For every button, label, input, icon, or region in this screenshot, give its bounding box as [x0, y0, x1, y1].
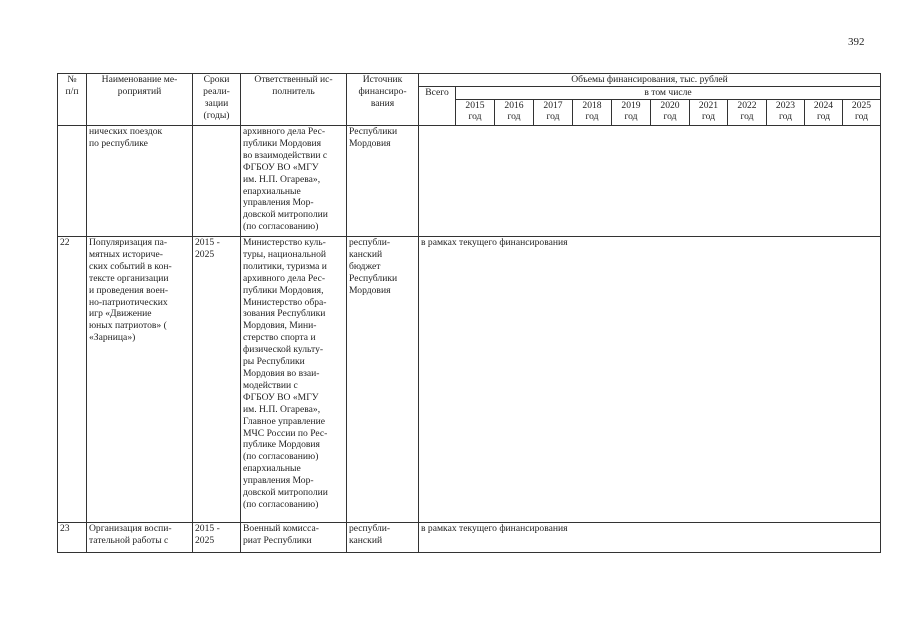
row-financing: в рамках текущего финансирования — [419, 523, 881, 553]
year-unit: год — [663, 111, 677, 122]
row-source: Республики Мордовия — [347, 126, 419, 237]
year-unit: год — [816, 111, 831, 122]
year-value: 2023 — [775, 100, 796, 111]
row-source: республи- канский — [347, 523, 419, 553]
year-value: 2016 — [504, 100, 524, 111]
year-unit: год — [546, 111, 560, 122]
year-value: 2019 — [621, 100, 641, 111]
row-executor: Министерство куль- туры, национальной политики, туризма и архивного дела Рес- публики Мордовия, Министерство обра- зования Республики Мордовия, Мини- стерство спорта и физической культу- ры Республики Мордовия во взаи- модействии с ФГБОУ ВО «МГУ им. Н.П. Огарева», Главное управление МЧС России по Рес- публике Мордовия (по согласованию) епархиальные управления Мор- довской митрополии (по согласованию) — [241, 237, 347, 523]
row-number — [58, 126, 87, 237]
year-unit: год — [778, 111, 793, 122]
row-measure-name: нических поездок по республике — [87, 126, 193, 237]
row-measure-name: Организация воспи- тательной работы с — [87, 523, 193, 553]
table-row — [58, 126, 881, 237]
row-measure-name: Популяризация па- мятных историче- ских событий в кон- тексте организации и проведения воен- но-патриотических игр «Движение юных патриотов» ( «Зарница») — [87, 237, 193, 523]
row-financing: в рамках текущего финансирования — [419, 237, 881, 523]
header-year-2017 — [534, 100, 573, 126]
header-year-2016 — [495, 100, 534, 126]
header-year-2018 — [573, 100, 612, 126]
year-value: 2017 — [543, 100, 563, 111]
row-term: 2015 - 2025 — [193, 523, 241, 553]
year-unit: год — [854, 111, 869, 122]
year-unit: год — [624, 111, 638, 122]
year-value: 2025 — [851, 100, 872, 111]
year-value: 2024 — [813, 100, 834, 111]
header-executor: Ответственный ис- полнитель — [241, 74, 347, 126]
row-financing — [419, 126, 881, 237]
table-row — [58, 523, 881, 553]
year-value: 2020 — [660, 100, 680, 111]
year-unit: год — [507, 111, 521, 122]
header-name: Наименование ме- роприятий — [87, 74, 193, 126]
header-volumes: Объемы финансирования, тыс. рублей — [419, 74, 881, 87]
header-total: Всего — [419, 87, 456, 126]
header-year-2024 — [805, 100, 843, 126]
row-executor: Военный комисса- риат Республики — [241, 523, 347, 553]
row-number: 22 — [58, 237, 87, 523]
header-year-2019 — [612, 100, 651, 126]
year-value: 2015 — [465, 100, 485, 111]
header-term: Сроки реали- зации (годы) — [193, 74, 241, 126]
year-value: 2021 — [698, 100, 719, 111]
header-year-2025 — [843, 100, 881, 126]
year-unit: год — [585, 111, 599, 122]
header-year-2023 — [767, 100, 805, 126]
header-num: № п/п — [58, 74, 87, 126]
financing-table — [57, 73, 881, 553]
row-number: 23 — [58, 523, 87, 553]
table-row — [58, 237, 881, 523]
header-year-2020 — [651, 100, 690, 126]
header-year-2022 — [728, 100, 767, 126]
year-value: 2022 — [737, 100, 757, 111]
row-source: республи- канский бюджет Республики Мордовия — [347, 237, 419, 523]
year-unit: год — [701, 111, 716, 122]
header-including: в том числе — [456, 87, 881, 100]
row-term — [193, 126, 241, 237]
row-term: 2015 - 2025 — [193, 237, 241, 523]
page-number: 392 — [848, 36, 865, 48]
row-executor: архивного дела Рес- публики Мордовия во взаимодействии с ФГБОУ ВО «МГУ им. Н.П. Огарева», епархиальные управления Мор- довской митрополии (по согласованию) — [241, 126, 347, 237]
year-unit: год — [468, 111, 482, 122]
header-year-2015 — [456, 100, 495, 126]
header-year-2021 — [690, 100, 728, 126]
year-unit: год — [740, 111, 754, 122]
year-value: 2018 — [582, 100, 602, 111]
header-source: Источник финансиро- вания — [347, 74, 419, 126]
